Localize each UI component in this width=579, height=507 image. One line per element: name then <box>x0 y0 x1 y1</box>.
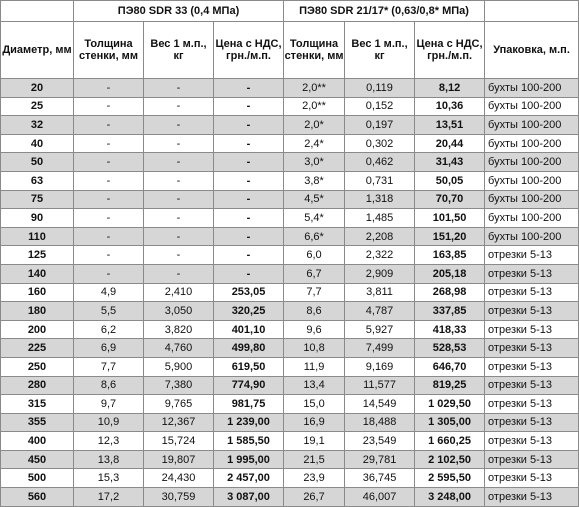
cell-price-sdr33: 619,50 <box>214 357 284 376</box>
cell-weight-sdr33: - <box>144 97 214 116</box>
cell-wall-sdr33: - <box>74 246 144 265</box>
cell-price-sdr21: 10,36 <box>415 97 485 116</box>
cell-wall-sdr33: 4,9 <box>74 283 144 302</box>
cell-wall-sdr33: - <box>74 190 144 209</box>
table-row <box>1 339 579 358</box>
cell-packaging: отрезки 5-13 <box>485 488 579 507</box>
cell-price-sdr33: 3 087,00 <box>214 488 284 507</box>
cell-price-sdr21: 268,98 <box>415 283 485 302</box>
cell-price-sdr33: 1 239,00 <box>214 413 284 432</box>
cell-weight-sdr33: 30,759 <box>144 488 214 507</box>
cell-price-sdr21: 1 305,00 <box>415 413 485 432</box>
cell-diameter: 500 <box>1 469 74 488</box>
cell-weight-sdr21: 7,499 <box>345 339 415 358</box>
cell-price-sdr33: - <box>214 227 284 246</box>
column-header-row <box>1 22 579 79</box>
cell-diameter: 315 <box>1 395 74 414</box>
cell-packaging: отрезки 5-13 <box>485 246 579 265</box>
cell-weight-sdr21: 0,119 <box>345 79 415 98</box>
cell-price-sdr33: - <box>214 190 284 209</box>
cell-wall-sdr33: - <box>74 171 144 190</box>
cell-wall-sdr33: - <box>74 153 144 172</box>
table-row <box>1 171 579 190</box>
cell-weight-sdr33: 3,050 <box>144 302 214 321</box>
cell-wall-sdr21: 19,1 <box>284 432 345 451</box>
column-header-diameter: Диаметр, мм <box>1 22 74 79</box>
cell-diameter: 63 <box>1 171 74 190</box>
cell-diameter: 225 <box>1 339 74 358</box>
cell-wall-sdr21: 15,0 <box>284 395 345 414</box>
cell-wall-sdr21: 5,4* <box>284 209 345 228</box>
cell-price-sdr33: 401,10 <box>214 320 284 339</box>
cell-weight-sdr21: 11,577 <box>345 376 415 395</box>
cell-price-sdr21: 151,20 <box>415 227 485 246</box>
cell-wall-sdr33: - <box>74 79 144 98</box>
cell-diameter: 450 <box>1 450 74 469</box>
cell-packaging: отрезки 5-13 <box>485 302 579 321</box>
cell-price-sdr21: 819,25 <box>415 376 485 395</box>
cell-weight-sdr21: 2,208 <box>345 227 415 246</box>
cell-price-sdr21: 2 595,50 <box>415 469 485 488</box>
cell-diameter: 75 <box>1 190 74 209</box>
table-row <box>1 97 579 116</box>
cell-wall-sdr21: 9,6 <box>284 320 345 339</box>
table-row <box>1 209 579 228</box>
cell-wall-sdr33: 9,7 <box>74 395 144 414</box>
cell-weight-sdr21: 1,485 <box>345 209 415 228</box>
table-row <box>1 395 579 414</box>
cell-wall-sdr21: 11,9 <box>284 357 345 376</box>
cell-diameter: 90 <box>1 209 74 228</box>
cell-wall-sdr21: 10,8 <box>284 339 345 358</box>
cell-packaging: отрезки 5-13 <box>485 469 579 488</box>
cell-price-sdr21: 31,43 <box>415 153 485 172</box>
table-row <box>1 413 579 432</box>
cell-price-sdr21: 50,05 <box>415 171 485 190</box>
cell-weight-sdr33: - <box>144 116 214 135</box>
cell-weight-sdr33: - <box>144 190 214 209</box>
cell-price-sdr33: 253,05 <box>214 283 284 302</box>
cell-wall-sdr33: 10,9 <box>74 413 144 432</box>
cell-diameter: 280 <box>1 376 74 395</box>
cell-price-sdr21: 646,70 <box>415 357 485 376</box>
cell-packaging: отрезки 5-13 <box>485 450 579 469</box>
cell-diameter: 160 <box>1 283 74 302</box>
cell-price-sdr33: 1 585,50 <box>214 432 284 451</box>
cell-packaging: отрезки 5-13 <box>485 339 579 358</box>
cell-wall-sdr33: 12,3 <box>74 432 144 451</box>
cell-wall-sdr33: - <box>74 116 144 135</box>
cell-price-sdr33: - <box>214 209 284 228</box>
cell-weight-sdr33: 12,367 <box>144 413 214 432</box>
cell-price-sdr33: 499,80 <box>214 339 284 358</box>
cell-wall-sdr21: 21,5 <box>284 450 345 469</box>
cell-wall-sdr21: 8,6 <box>284 302 345 321</box>
cell-price-sdr21: 163,85 <box>415 246 485 265</box>
cell-diameter: 25 <box>1 97 74 116</box>
cell-diameter: 110 <box>1 227 74 246</box>
table-row <box>1 79 579 98</box>
table-row <box>1 116 579 135</box>
cell-price-sdr33: - <box>214 79 284 98</box>
cell-wall-sdr21: 23,9 <box>284 469 345 488</box>
table-row <box>1 246 579 265</box>
cell-weight-sdr33: 19,807 <box>144 450 214 469</box>
cell-diameter: 400 <box>1 432 74 451</box>
table-row <box>1 376 579 395</box>
cell-weight-sdr33: - <box>144 171 214 190</box>
cell-wall-sdr33: - <box>74 97 144 116</box>
table-row <box>1 320 579 339</box>
column-header-weight-sdr21: Вес 1 м.п., кг <box>345 22 415 79</box>
cell-packaging: отрезки 5-13 <box>485 432 579 451</box>
cell-weight-sdr21: 0,197 <box>345 116 415 135</box>
cell-wall-sdr21: 26,7 <box>284 488 345 507</box>
cell-weight-sdr21: 36,745 <box>345 469 415 488</box>
table-body <box>1 79 579 507</box>
table-row <box>1 469 579 488</box>
cell-wall-sdr21: 7,7 <box>284 283 345 302</box>
cell-weight-sdr21: 14,549 <box>345 395 415 414</box>
cell-diameter: 32 <box>1 116 74 135</box>
cell-weight-sdr21: 0,152 <box>345 97 415 116</box>
cell-wall-sdr33: 6,9 <box>74 339 144 358</box>
cell-price-sdr21: 337,85 <box>415 302 485 321</box>
cell-price-sdr33: - <box>214 246 284 265</box>
cell-price-sdr33: 320,25 <box>214 302 284 321</box>
cell-price-sdr21: 2 102,50 <box>415 450 485 469</box>
cell-weight-sdr33: 2,410 <box>144 283 214 302</box>
cell-weight-sdr33: 24,430 <box>144 469 214 488</box>
table-row <box>1 432 579 451</box>
cell-diameter: 250 <box>1 357 74 376</box>
cell-price-sdr33: - <box>214 171 284 190</box>
cell-price-sdr33: 1 995,00 <box>214 450 284 469</box>
group-header-sdr21: ПЭ80 SDR 21/17* (0,63/0,8* МПа) <box>284 1 485 22</box>
cell-wall-sdr21: 2,0* <box>284 116 345 135</box>
cell-price-sdr21: 20,44 <box>415 134 485 153</box>
cell-packaging: отрезки 5-13 <box>485 376 579 395</box>
cell-weight-sdr33: - <box>144 134 214 153</box>
group-header-row <box>1 1 579 22</box>
cell-price-sdr21: 101,50 <box>415 209 485 228</box>
cell-packaging: отрезки 5-13 <box>485 413 579 432</box>
cell-weight-sdr21: 46,007 <box>345 488 415 507</box>
cell-packaging: бухты 100-200 <box>485 97 579 116</box>
cell-price-sdr21: 1 660,25 <box>415 432 485 451</box>
cell-diameter: 560 <box>1 488 74 507</box>
cell-price-sdr33: 2 457,00 <box>214 469 284 488</box>
cell-price-sdr33: - <box>214 134 284 153</box>
cell-diameter: 20 <box>1 79 74 98</box>
cell-wall-sdr21: 6,6* <box>284 227 345 246</box>
cell-weight-sdr33: 9,765 <box>144 395 214 414</box>
cell-packaging: бухты 100-200 <box>485 209 579 228</box>
group-header-blank-pack <box>485 1 579 22</box>
cell-price-sdr33: - <box>214 264 284 283</box>
cell-weight-sdr33: - <box>144 227 214 246</box>
cell-price-sdr21: 205,18 <box>415 264 485 283</box>
cell-wall-sdr21: 4,5* <box>284 190 345 209</box>
cell-wall-sdr33: 13,8 <box>74 450 144 469</box>
cell-wall-sdr33: 15,3 <box>74 469 144 488</box>
table-row <box>1 134 579 153</box>
cell-wall-sdr21: 13,4 <box>284 376 345 395</box>
cell-weight-sdr21: 2,909 <box>345 264 415 283</box>
table-row <box>1 450 579 469</box>
cell-packaging: отрезки 5-13 <box>485 283 579 302</box>
cell-weight-sdr21: 3,811 <box>345 283 415 302</box>
cell-price-sdr33: - <box>214 97 284 116</box>
cell-price-sdr21: 1 029,50 <box>415 395 485 414</box>
group-header-sdr33: ПЭ80 SDR 33 (0,4 МПа) <box>74 1 284 22</box>
cell-weight-sdr21: 5,927 <box>345 320 415 339</box>
cell-packaging: бухты 100-200 <box>485 79 579 98</box>
group-header-blank <box>1 1 74 22</box>
column-header-price-sdr33: Цена с НДС, грн./м.п. <box>214 22 284 79</box>
cell-wall-sdr33: - <box>74 209 144 228</box>
cell-diameter: 180 <box>1 302 74 321</box>
cell-weight-sdr33: 7,380 <box>144 376 214 395</box>
cell-weight-sdr33: 15,724 <box>144 432 214 451</box>
cell-weight-sdr33: 5,900 <box>144 357 214 376</box>
cell-wall-sdr21: 3,8* <box>284 171 345 190</box>
column-header-wall-sdr33: Толщина стенки, мм <box>74 22 144 79</box>
cell-price-sdr21: 70,70 <box>415 190 485 209</box>
table-row <box>1 488 579 507</box>
cell-weight-sdr21: 0,462 <box>345 153 415 172</box>
cell-wall-sdr21: 2,4* <box>284 134 345 153</box>
cell-diameter: 40 <box>1 134 74 153</box>
cell-weight-sdr21: 1,318 <box>345 190 415 209</box>
cell-wall-sdr33: - <box>74 134 144 153</box>
cell-price-sdr33: - <box>214 153 284 172</box>
cell-price-sdr21: 418,33 <box>415 320 485 339</box>
cell-wall-sdr21: 3,0* <box>284 153 345 172</box>
table-row <box>1 264 579 283</box>
cell-diameter: 200 <box>1 320 74 339</box>
cell-packaging: бухты 100-200 <box>485 134 579 153</box>
table-row <box>1 227 579 246</box>
cell-packaging: отрезки 5-13 <box>485 395 579 414</box>
cell-packaging: бухты 100-200 <box>485 153 579 172</box>
cell-wall-sdr33: 17,2 <box>74 488 144 507</box>
cell-packaging: отрезки 5-13 <box>485 264 579 283</box>
column-header-price-sdr21: Цена с НДС, грн./м.п. <box>415 22 485 79</box>
cell-price-sdr21: 13,51 <box>415 116 485 135</box>
cell-wall-sdr33: 6,2 <box>74 320 144 339</box>
cell-diameter: 50 <box>1 153 74 172</box>
cell-wall-sdr21: 6,0 <box>284 246 345 265</box>
table-row <box>1 357 579 376</box>
table-row <box>1 190 579 209</box>
cell-weight-sdr21: 4,787 <box>345 302 415 321</box>
cell-wall-sdr21: 16,9 <box>284 413 345 432</box>
cell-packaging: отрезки 5-13 <box>485 357 579 376</box>
cell-weight-sdr21: 9,169 <box>345 357 415 376</box>
cell-wall-sdr21: 2,0** <box>284 79 345 98</box>
cell-packaging: бухты 100-200 <box>485 190 579 209</box>
cell-price-sdr21: 528,53 <box>415 339 485 358</box>
cell-weight-sdr33: 3,820 <box>144 320 214 339</box>
cell-diameter: 355 <box>1 413 74 432</box>
column-header-weight-sdr33: Вес 1 м.п., кг <box>144 22 214 79</box>
cell-weight-sdr21: 0,302 <box>345 134 415 153</box>
cell-packaging: бухты 100-200 <box>485 116 579 135</box>
cell-price-sdr33: - <box>214 116 284 135</box>
cell-weight-sdr21: 29,781 <box>345 450 415 469</box>
table-row <box>1 153 579 172</box>
cell-packaging: отрезки 5-13 <box>485 320 579 339</box>
cell-price-sdr33: 774,90 <box>214 376 284 395</box>
cell-wall-sdr21: 2,0** <box>284 97 345 116</box>
cell-weight-sdr33: 4,760 <box>144 339 214 358</box>
cell-weight-sdr21: 2,322 <box>345 246 415 265</box>
table-row <box>1 283 579 302</box>
cell-weight-sdr33: - <box>144 209 214 228</box>
cell-weight-sdr21: 23,549 <box>345 432 415 451</box>
table-row <box>1 302 579 321</box>
cell-price-sdr21: 3 248,00 <box>415 488 485 507</box>
column-header-packaging: Упаковка, м.п. <box>485 22 579 79</box>
cell-diameter: 140 <box>1 264 74 283</box>
cell-price-sdr21: 8,12 <box>415 79 485 98</box>
cell-weight-sdr21: 18,488 <box>345 413 415 432</box>
cell-diameter: 125 <box>1 246 74 265</box>
cell-price-sdr33: 981,75 <box>214 395 284 414</box>
cell-wall-sdr21: 6,7 <box>284 264 345 283</box>
column-header-wall-sdr21: Толщина стенки, мм <box>284 22 345 79</box>
cell-wall-sdr33: - <box>74 264 144 283</box>
cell-packaging: бухты 100-200 <box>485 227 579 246</box>
cell-weight-sdr33: - <box>144 264 214 283</box>
cell-wall-sdr33: 5,5 <box>74 302 144 321</box>
cell-wall-sdr33: - <box>74 227 144 246</box>
cell-wall-sdr33: 7,7 <box>74 357 144 376</box>
cell-weight-sdr33: - <box>144 153 214 172</box>
cell-packaging: бухты 100-200 <box>485 171 579 190</box>
cell-weight-sdr33: - <box>144 79 214 98</box>
cell-wall-sdr33: 8,6 <box>74 376 144 395</box>
cell-weight-sdr21: 0,731 <box>345 171 415 190</box>
cell-weight-sdr33: - <box>144 246 214 265</box>
